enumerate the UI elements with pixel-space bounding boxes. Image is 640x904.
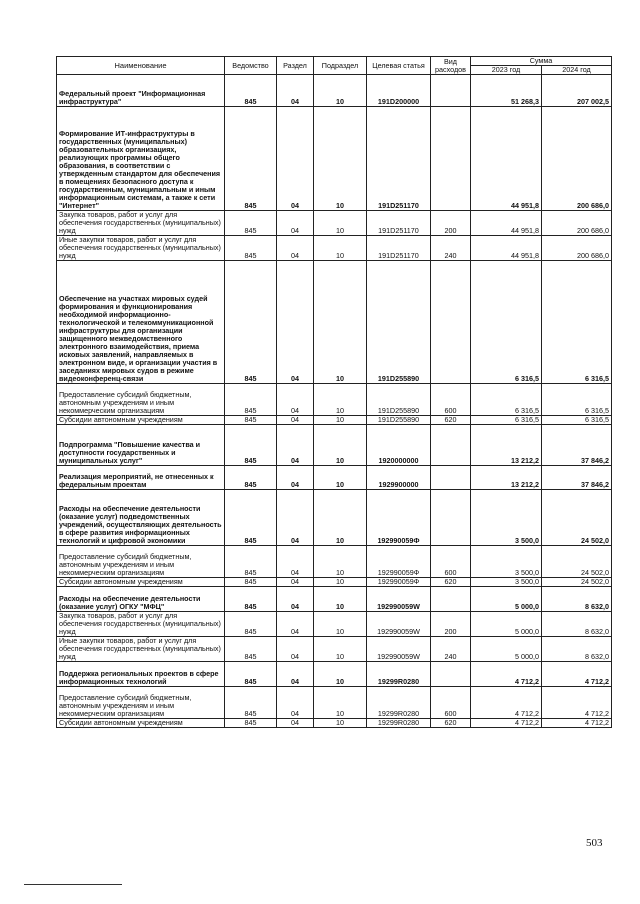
cell-expense-type: 240 [431, 637, 471, 662]
table-row [57, 466, 612, 490]
cell-name: Формирование ИТ-инфраструктуры в государственных (муниципальных) образовательных организациях, реализующих программы общего образования, в соответствии с утвержденным стандартом для обеспечения в помещениях безопасного доступа к государственным, муниципальным и иным информационным системам, а также к сети "Интернет" [57, 107, 225, 211]
cell-expense-type: 200 [431, 612, 471, 637]
cell-expense-type [431, 425, 471, 466]
cell-2024: 4 712,2 [542, 719, 612, 728]
cell-section: 04 [277, 261, 314, 384]
cell-agency: 845 [225, 578, 277, 587]
table-header [57, 57, 612, 75]
cell-2024: 8 632,0 [542, 637, 612, 662]
cell-name: Предоставление субсидий бюджетным, автономным учреждениям и иным некоммерческим организациям [57, 687, 225, 719]
cell-2023: 3 500,0 [471, 490, 542, 546]
cell-2024: 8 632,0 [542, 612, 612, 637]
header-year-2023: 2023 год [471, 66, 542, 75]
cell-section: 04 [277, 587, 314, 612]
cell-article: 192990059W [367, 637, 431, 662]
cell-subsection: 10 [314, 466, 367, 490]
cell-subsection: 10 [314, 425, 367, 466]
table-row [57, 637, 612, 662]
cell-name: Иные закупки товаров, работ и услуг для обеспечения государственных (муниципальных) нужд [57, 236, 225, 261]
cell-name: Предоставление субсидий бюджетным, автономным учреждениям и иным некоммерческим организациям [57, 546, 225, 578]
table-row [57, 662, 612, 687]
cell-agency: 845 [225, 384, 277, 416]
footnote-divider [24, 884, 122, 885]
header-sum: Сумма [471, 57, 612, 66]
header-subsection: Подраздел [314, 57, 367, 75]
cell-2023: 3 500,0 [471, 546, 542, 578]
cell-agency: 845 [225, 416, 277, 425]
cell-name: Расходы на обеспечение деятельности (оказание услуг) ОГКУ "МФЦ" [57, 587, 225, 612]
cell-2024: 207 002,5 [542, 75, 612, 107]
cell-name: Субсидии автономным учреждениям [57, 719, 225, 728]
cell-name: Реализация мероприятий, не отнесенных к федеральным проектам [57, 466, 225, 490]
cell-agency: 845 [225, 612, 277, 637]
cell-agency: 845 [225, 637, 277, 662]
cell-section: 04 [277, 637, 314, 662]
table-row [57, 107, 612, 211]
cell-name: Закупка товаров, работ и услуг для обеспечения государственных (муниципальных) нужд [57, 612, 225, 637]
cell-subsection: 10 [314, 490, 367, 546]
header-section: Раздел [277, 57, 314, 75]
cell-agency: 845 [225, 261, 277, 384]
cell-2023: 6 316,5 [471, 416, 542, 425]
cell-2023: 4 712,2 [471, 687, 542, 719]
cell-name: Субсидии автономным учреждениям [57, 578, 225, 587]
cell-expense-type: 620 [431, 719, 471, 728]
cell-article: 1920000000 [367, 425, 431, 466]
cell-name: Закупка товаров, работ и услуг для обеспечения государственных (муниципальных) нужд [57, 211, 225, 236]
table-row [57, 416, 612, 425]
header-year-2024: 2024 год [542, 66, 612, 75]
cell-agency: 845 [225, 211, 277, 236]
cell-article: 191D255890 [367, 261, 431, 384]
cell-subsection: 10 [314, 236, 367, 261]
header-target-article: Целевая статья [367, 57, 431, 75]
cell-expense-type [431, 75, 471, 107]
cell-subsection: 10 [314, 384, 367, 416]
cell-section: 04 [277, 578, 314, 587]
cell-expense-type: 600 [431, 687, 471, 719]
cell-section: 04 [277, 425, 314, 466]
cell-2023: 5 000,0 [471, 612, 542, 637]
cell-subsection: 10 [314, 107, 367, 211]
cell-2024: 6 316,5 [542, 261, 612, 384]
table-row [57, 425, 612, 466]
cell-name: Поддержка региональных проектов в сфере информационных технологий [57, 662, 225, 687]
cell-section: 04 [277, 662, 314, 687]
table-row [57, 578, 612, 587]
cell-agency: 845 [225, 236, 277, 261]
cell-agency: 845 [225, 587, 277, 612]
cell-name: Расходы на обеспечение деятельности (оказание услуг) подведомственных учреждений, осуществляющих деятельность в сфере развития информационных технологий и цифровой экономики [57, 490, 225, 546]
cell-article: 19299R0280 [367, 687, 431, 719]
cell-article: 192990059W [367, 587, 431, 612]
cell-subsection: 10 [314, 75, 367, 107]
cell-subsection: 10 [314, 662, 367, 687]
cell-agency: 845 [225, 425, 277, 466]
cell-expense-type [431, 587, 471, 612]
table-row [57, 236, 612, 261]
cell-name: Субсидии автономным учреждениям [57, 416, 225, 425]
page-number: 503 [586, 837, 603, 849]
cell-name: Федеральный проект "Информационная инфраструктура" [57, 75, 225, 107]
cell-section: 04 [277, 719, 314, 728]
cell-2024: 200 686,0 [542, 107, 612, 211]
cell-expense-type [431, 490, 471, 546]
cell-section: 04 [277, 416, 314, 425]
cell-subsection: 10 [314, 211, 367, 236]
cell-2024: 8 632,0 [542, 587, 612, 612]
cell-article: 192990059W [367, 612, 431, 637]
cell-2024: 24 502,0 [542, 578, 612, 587]
cell-2023: 6 316,5 [471, 261, 542, 384]
cell-agency: 845 [225, 490, 277, 546]
table-row [57, 75, 612, 107]
table-row [57, 687, 612, 719]
cell-section: 04 [277, 236, 314, 261]
cell-2024: 37 846,2 [542, 425, 612, 466]
cell-section: 04 [277, 75, 314, 107]
cell-name: Обеспечение на участках мировых судей формирования и функционирования необходимой информационно-технологической и телекоммуникационной инфраструктуры для организации защищенного межведомственного электронного взаимодействия, приема исковых заявлений, направляемых в электронном виде, и организации участия в заседаниях мировых судов в режиме видеоконференц-связи [57, 261, 225, 384]
cell-article: 191D251170 [367, 236, 431, 261]
cell-agency: 845 [225, 466, 277, 490]
cell-section: 04 [277, 211, 314, 236]
table-row [57, 211, 612, 236]
cell-expense-type [431, 261, 471, 384]
cell-2023: 3 500,0 [471, 578, 542, 587]
cell-2024: 6 316,5 [542, 384, 612, 416]
cell-article: 192990059Ф [367, 546, 431, 578]
table-row [57, 719, 612, 728]
cell-2024: 24 502,0 [542, 546, 612, 578]
cell-2023: 4 712,2 [471, 719, 542, 728]
cell-2023: 4 712,2 [471, 662, 542, 687]
cell-expense-type: 600 [431, 384, 471, 416]
table-row [57, 612, 612, 637]
cell-article: 191D255890 [367, 416, 431, 425]
cell-article: 19299R0280 [367, 719, 431, 728]
cell-expense-type: 200 [431, 211, 471, 236]
table-row [57, 587, 612, 612]
cell-2023: 44 951,8 [471, 211, 542, 236]
cell-section: 04 [277, 384, 314, 416]
cell-section: 04 [277, 612, 314, 637]
cell-2024: 4 712,2 [542, 662, 612, 687]
cell-subsection: 10 [314, 637, 367, 662]
cell-section: 04 [277, 466, 314, 490]
cell-section: 04 [277, 546, 314, 578]
budget-table [56, 56, 612, 728]
cell-2023: 44 951,8 [471, 236, 542, 261]
cell-agency: 845 [225, 719, 277, 728]
table-row [57, 261, 612, 384]
cell-expense-type: 620 [431, 416, 471, 425]
cell-article: 191D251170 [367, 107, 431, 211]
cell-2024: 4 712,2 [542, 687, 612, 719]
cell-article: 191D200000 [367, 75, 431, 107]
cell-subsection: 10 [314, 578, 367, 587]
cell-subsection: 10 [314, 261, 367, 384]
cell-2024: 200 686,0 [542, 211, 612, 236]
cell-2023: 6 316,5 [471, 384, 542, 416]
cell-expense-type [431, 662, 471, 687]
cell-expense-type: 620 [431, 578, 471, 587]
cell-subsection: 10 [314, 687, 367, 719]
cell-2024: 6 316,5 [542, 416, 612, 425]
cell-article: 191D251170 [367, 211, 431, 236]
cell-2024: 200 686,0 [542, 236, 612, 261]
cell-article: 19299R0280 [367, 662, 431, 687]
cell-2023: 44 951,8 [471, 107, 542, 211]
cell-expense-type [431, 107, 471, 211]
cell-subsection: 10 [314, 612, 367, 637]
cell-2024: 24 502,0 [542, 490, 612, 546]
cell-section: 04 [277, 490, 314, 546]
header-name: Наименование [57, 57, 225, 75]
cell-expense-type [431, 466, 471, 490]
cell-section: 04 [277, 107, 314, 211]
cell-name: Подпрограмма "Повышение качества и доступности государственных и муниципальных услуг" [57, 425, 225, 466]
table-row [57, 384, 612, 416]
cell-subsection: 10 [314, 587, 367, 612]
cell-article: 191D255890 [367, 384, 431, 416]
cell-agency: 845 [225, 687, 277, 719]
cell-expense-type: 240 [431, 236, 471, 261]
table-body [57, 75, 612, 728]
cell-section: 04 [277, 687, 314, 719]
cell-subsection: 10 [314, 719, 367, 728]
header-expense-type: Вид расходов [431, 57, 471, 75]
cell-article: 1929900000 [367, 466, 431, 490]
cell-2023: 13 212,2 [471, 466, 542, 490]
cell-2023: 51 268,3 [471, 75, 542, 107]
header-agency: Ведомство [225, 57, 277, 75]
table-row [57, 490, 612, 546]
cell-agency: 845 [225, 546, 277, 578]
cell-2023: 13 212,2 [471, 425, 542, 466]
cell-subsection: 10 [314, 416, 367, 425]
cell-subsection: 10 [314, 546, 367, 578]
cell-expense-type: 600 [431, 546, 471, 578]
table-row [57, 546, 612, 578]
cell-article: 192990059Ф [367, 578, 431, 587]
cell-2024: 37 846,2 [542, 466, 612, 490]
cell-agency: 845 [225, 662, 277, 687]
cell-name: Иные закупки товаров, работ и услуг для обеспечения государственных (муниципальных) нужд [57, 637, 225, 662]
cell-agency: 845 [225, 107, 277, 211]
cell-agency: 845 [225, 75, 277, 107]
cell-2023: 5 000,0 [471, 587, 542, 612]
cell-2023: 5 000,0 [471, 637, 542, 662]
cell-article: 192990059Ф [367, 490, 431, 546]
cell-name: Предоставление субсидий бюджетным, автономным учреждениям и иным некоммерческим организациям [57, 384, 225, 416]
